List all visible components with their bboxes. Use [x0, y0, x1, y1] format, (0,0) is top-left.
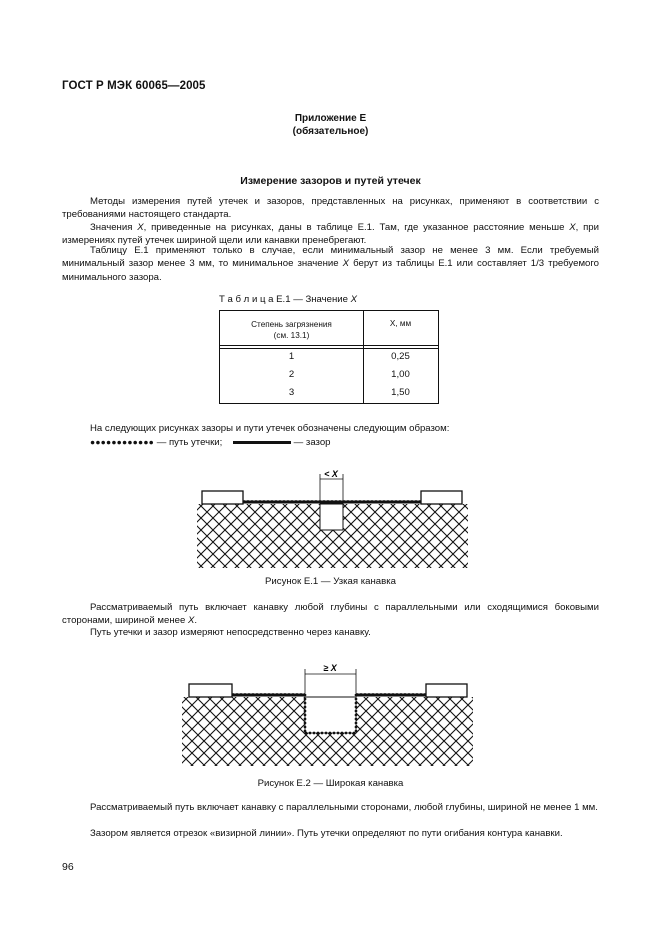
- wide-groove: [305, 697, 356, 733]
- table-header-divider-2: [220, 348, 438, 349]
- var-x: X: [187, 615, 195, 627]
- paragraph-figure-1-text-b: .: [194, 615, 198, 627]
- conductor-right: [426, 684, 467, 697]
- table-caption: [219, 294, 357, 305]
- appendix-status: (обязательное): [292, 126, 369, 137]
- conductor-left: [202, 491, 243, 504]
- conductor-left: [189, 684, 232, 697]
- paragraph-table-usage: [62, 244, 599, 284]
- var-x: X: [342, 258, 350, 270]
- var-x: X: [137, 222, 144, 233]
- figure-1-caption: Рисунок Е.1 — Узкая канавка: [265, 576, 396, 587]
- legend-row: [90, 437, 331, 448]
- section-title: Измерение зазоров и путей утечек: [240, 175, 421, 187]
- legend-clearance-label: — зазор: [293, 437, 331, 448]
- var-x: X: [350, 294, 358, 305]
- dimension-label: < X: [324, 469, 338, 479]
- table-caption-text: Т а б л и ц а Е.1 — Значение: [219, 294, 351, 305]
- table-header-divider: [220, 345, 438, 346]
- clearance-line-symbol: [233, 441, 291, 444]
- paragraph-figure-1-text-a: Рассматриваемый путь включает канавку любой глубины с параллельными или сходящимися боковыми сторонами, шириной менее: [62, 602, 599, 627]
- var-x: X: [569, 222, 576, 233]
- legend-intro: На следующих рисунках зазоры и пути утечек обозначены следующим образом:: [90, 423, 450, 434]
- table-header-degree-line2: (см. 13.1): [273, 331, 310, 340]
- paragraph-methods: [62, 195, 599, 222]
- paragraph-values-text-b: , приведенные на рисунках, даны в таблице Е.1. Там, где указанное расстояние меньше: [143, 222, 570, 233]
- paragraph-methods-text: Методы измерения путей утечек и зазоров, представленных на рисунках, применяют в соответствии с требованиями настоящего стандарта.: [62, 196, 599, 221]
- page-number: 96: [62, 861, 74, 873]
- value-table: [219, 310, 439, 404]
- paragraph-figure-2-text: Рассматриваемый путь включает канавку с параллельными сторонами, любой глубины, шириной не менее 1 мм.: [90, 802, 598, 813]
- paragraph-figure-2-2-text: Зазором является отрезок «визирной линии». Путь утечки определяют по пути огибания контура канавки.: [90, 828, 563, 839]
- figure-wide-groove: [180, 657, 475, 767]
- table-header-degree: [220, 319, 363, 341]
- table-cell-degree: 2: [288, 369, 295, 380]
- table-header-x: X, мм: [389, 319, 412, 328]
- table-cell-degree: 3: [288, 387, 295, 398]
- conductor-right: [421, 491, 462, 504]
- paragraph-figure-2-2: [62, 827, 599, 840]
- creepage-dots-symbol: ●●●●●●●●●●●●: [90, 437, 155, 447]
- paragraph-figure-1-2-text: Путь утечки и зазор измеряют непосредственно через канавку.: [90, 627, 371, 638]
- figure-2-caption: Рисунок Е.2 — Широкая канавка: [257, 778, 404, 789]
- paragraph-figure-2: [62, 801, 599, 814]
- table-cell-x: 1,00: [391, 369, 410, 380]
- document-id: ГОСТ Р МЭК 60065—2005: [62, 80, 206, 92]
- figure-narrow-groove: [195, 464, 470, 569]
- table-header-degree-line1: Степень загрязнения: [251, 320, 332, 329]
- paragraph-table-usage-text-a: Таблицу Е.1 применяют только в случае, если минимальный зазор не менее 3 мм. Если требуемый минимальный зазор менее 3 мм, то минимальное значение: [62, 245, 599, 270]
- paragraph-values-text-c: , при измерениях путей утечек шириной щели или канавки пренебрегают.: [62, 222, 599, 247]
- paragraph-values-text-a: Значения: [90, 222, 138, 233]
- dimension-label: ≥ X: [323, 663, 337, 673]
- paragraph-table-usage-text-b: берут из таблицы Е.1 или составляет 1/3 требуемого минимального зазора.: [62, 258, 600, 283]
- table-cell-x: 1,50: [391, 387, 410, 398]
- narrow-groove: [320, 504, 343, 530]
- table-cell-x: 0,25: [391, 351, 410, 362]
- appendix-title: Приложение Е: [294, 113, 367, 124]
- paragraph-figure-1-2: [62, 626, 599, 639]
- legend-creepage-label: — путь утечки;: [156, 437, 223, 448]
- table-cell-degree: 1: [288, 351, 295, 362]
- paragraph-figure-1: [62, 601, 599, 628]
